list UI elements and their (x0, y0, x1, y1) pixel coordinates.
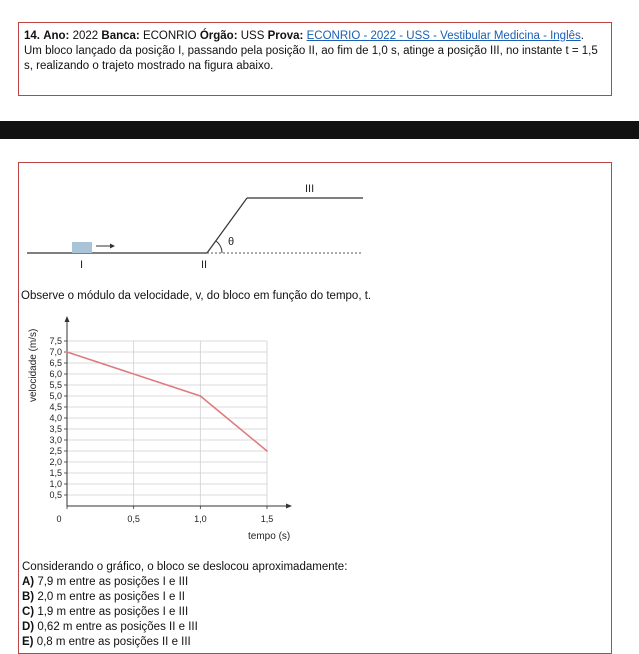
answer-option-a[interactable]: A) 7,9 m entre as posições I e III (22, 576, 189, 588)
y-tick-label: 6,0 (49, 369, 62, 379)
y-tick-label: 6,5 (49, 358, 62, 368)
x-tick-label: 1,0 (194, 514, 207, 524)
question-prompt: Considerando o gráfico, o bloco se deslocou aproximadamente: (22, 561, 348, 573)
angle-arc (216, 241, 222, 253)
answer-option-e[interactable]: E) 0,8 m entre as posições II e III (22, 636, 191, 648)
question-statement: . Um bloco lançado da posição I, passando pela posição II, ao fim de 1,0 s, atinge a posição III, no instante t = 1,5 s, realizando o trajeto mostrado na figura abaixo. (24, 30, 598, 72)
answer-option-c[interactable]: C) 1,9 m entre as posições I e III (22, 606, 189, 618)
data-point (199, 395, 201, 397)
y-axis-arrow (65, 316, 70, 322)
x-tick-label: 1,5 (260, 514, 274, 524)
answer-list (22, 575, 198, 650)
orgao-value: USS (240, 30, 265, 42)
x-axis-label: tempo (s) (248, 531, 291, 542)
velocity-time-chart (0, 310, 330, 550)
answer-option-b[interactable]: B) 2,0 m entre as posições I e II (22, 591, 185, 603)
y-tick-label: 1,0 (49, 479, 62, 489)
y-tick-label: 2,0 (49, 457, 62, 467)
chart-series (66, 351, 268, 452)
x-tick-label: 0,5 (127, 514, 140, 524)
y-tick-label: 7,5 (49, 336, 62, 346)
chart-grid (67, 341, 267, 506)
ano-label: Ano: (43, 30, 70, 42)
y-tick-label: 5,5 (49, 380, 62, 390)
banca-value: ECONRIO (142, 30, 197, 42)
x-axis-arrow (286, 504, 292, 509)
answer-option-d[interactable]: D) 0,62 m entre as posições II e III (22, 621, 198, 633)
x-tick-label: 0 (56, 514, 62, 524)
y-tick-label: 7,0 (49, 347, 62, 357)
position-ii-label: II (201, 259, 208, 271)
prova-label: Prova: (267, 30, 304, 42)
y-axis-label: velocidade (m/s) (28, 328, 39, 402)
velocity-arrow-head (110, 244, 115, 249)
orgao-label: Órgão: (199, 30, 238, 42)
y-tick-label: 4,0 (49, 413, 62, 423)
data-point (66, 351, 68, 353)
y-tick-label: 2,5 (49, 446, 62, 456)
banca-label: Banca: (101, 30, 140, 42)
y-tick-label: 3,5 (49, 424, 62, 434)
ramp (207, 198, 247, 253)
position-iii-label: III (305, 183, 315, 195)
ano-value: 2022 (72, 30, 99, 42)
position-i-label: I (80, 259, 84, 271)
y-tick-label: 4,5 (49, 402, 62, 412)
y-tick-label: 1,5 (49, 468, 62, 478)
data-point (266, 450, 268, 452)
chart-ticks (49, 336, 273, 524)
y-tick-label: 3,0 (49, 435, 62, 445)
velocity-series-line (67, 352, 267, 451)
chart-axes (65, 316, 293, 509)
trajectory-figure (0, 0, 639, 290)
y-tick-label: 0,5 (49, 490, 62, 500)
angle-label: θ (228, 236, 235, 248)
block (72, 242, 92, 253)
y-tick-label: 5,0 (49, 391, 62, 401)
question-number: 14. (24, 30, 40, 42)
observe-text: Observe o módulo da velocidade, v, do bloco em função do tempo, t. (21, 290, 372, 302)
prova-link[interactable]: ECONRIO - 2022 - USS - Vestibular Medicina - Inglês (306, 30, 581, 42)
